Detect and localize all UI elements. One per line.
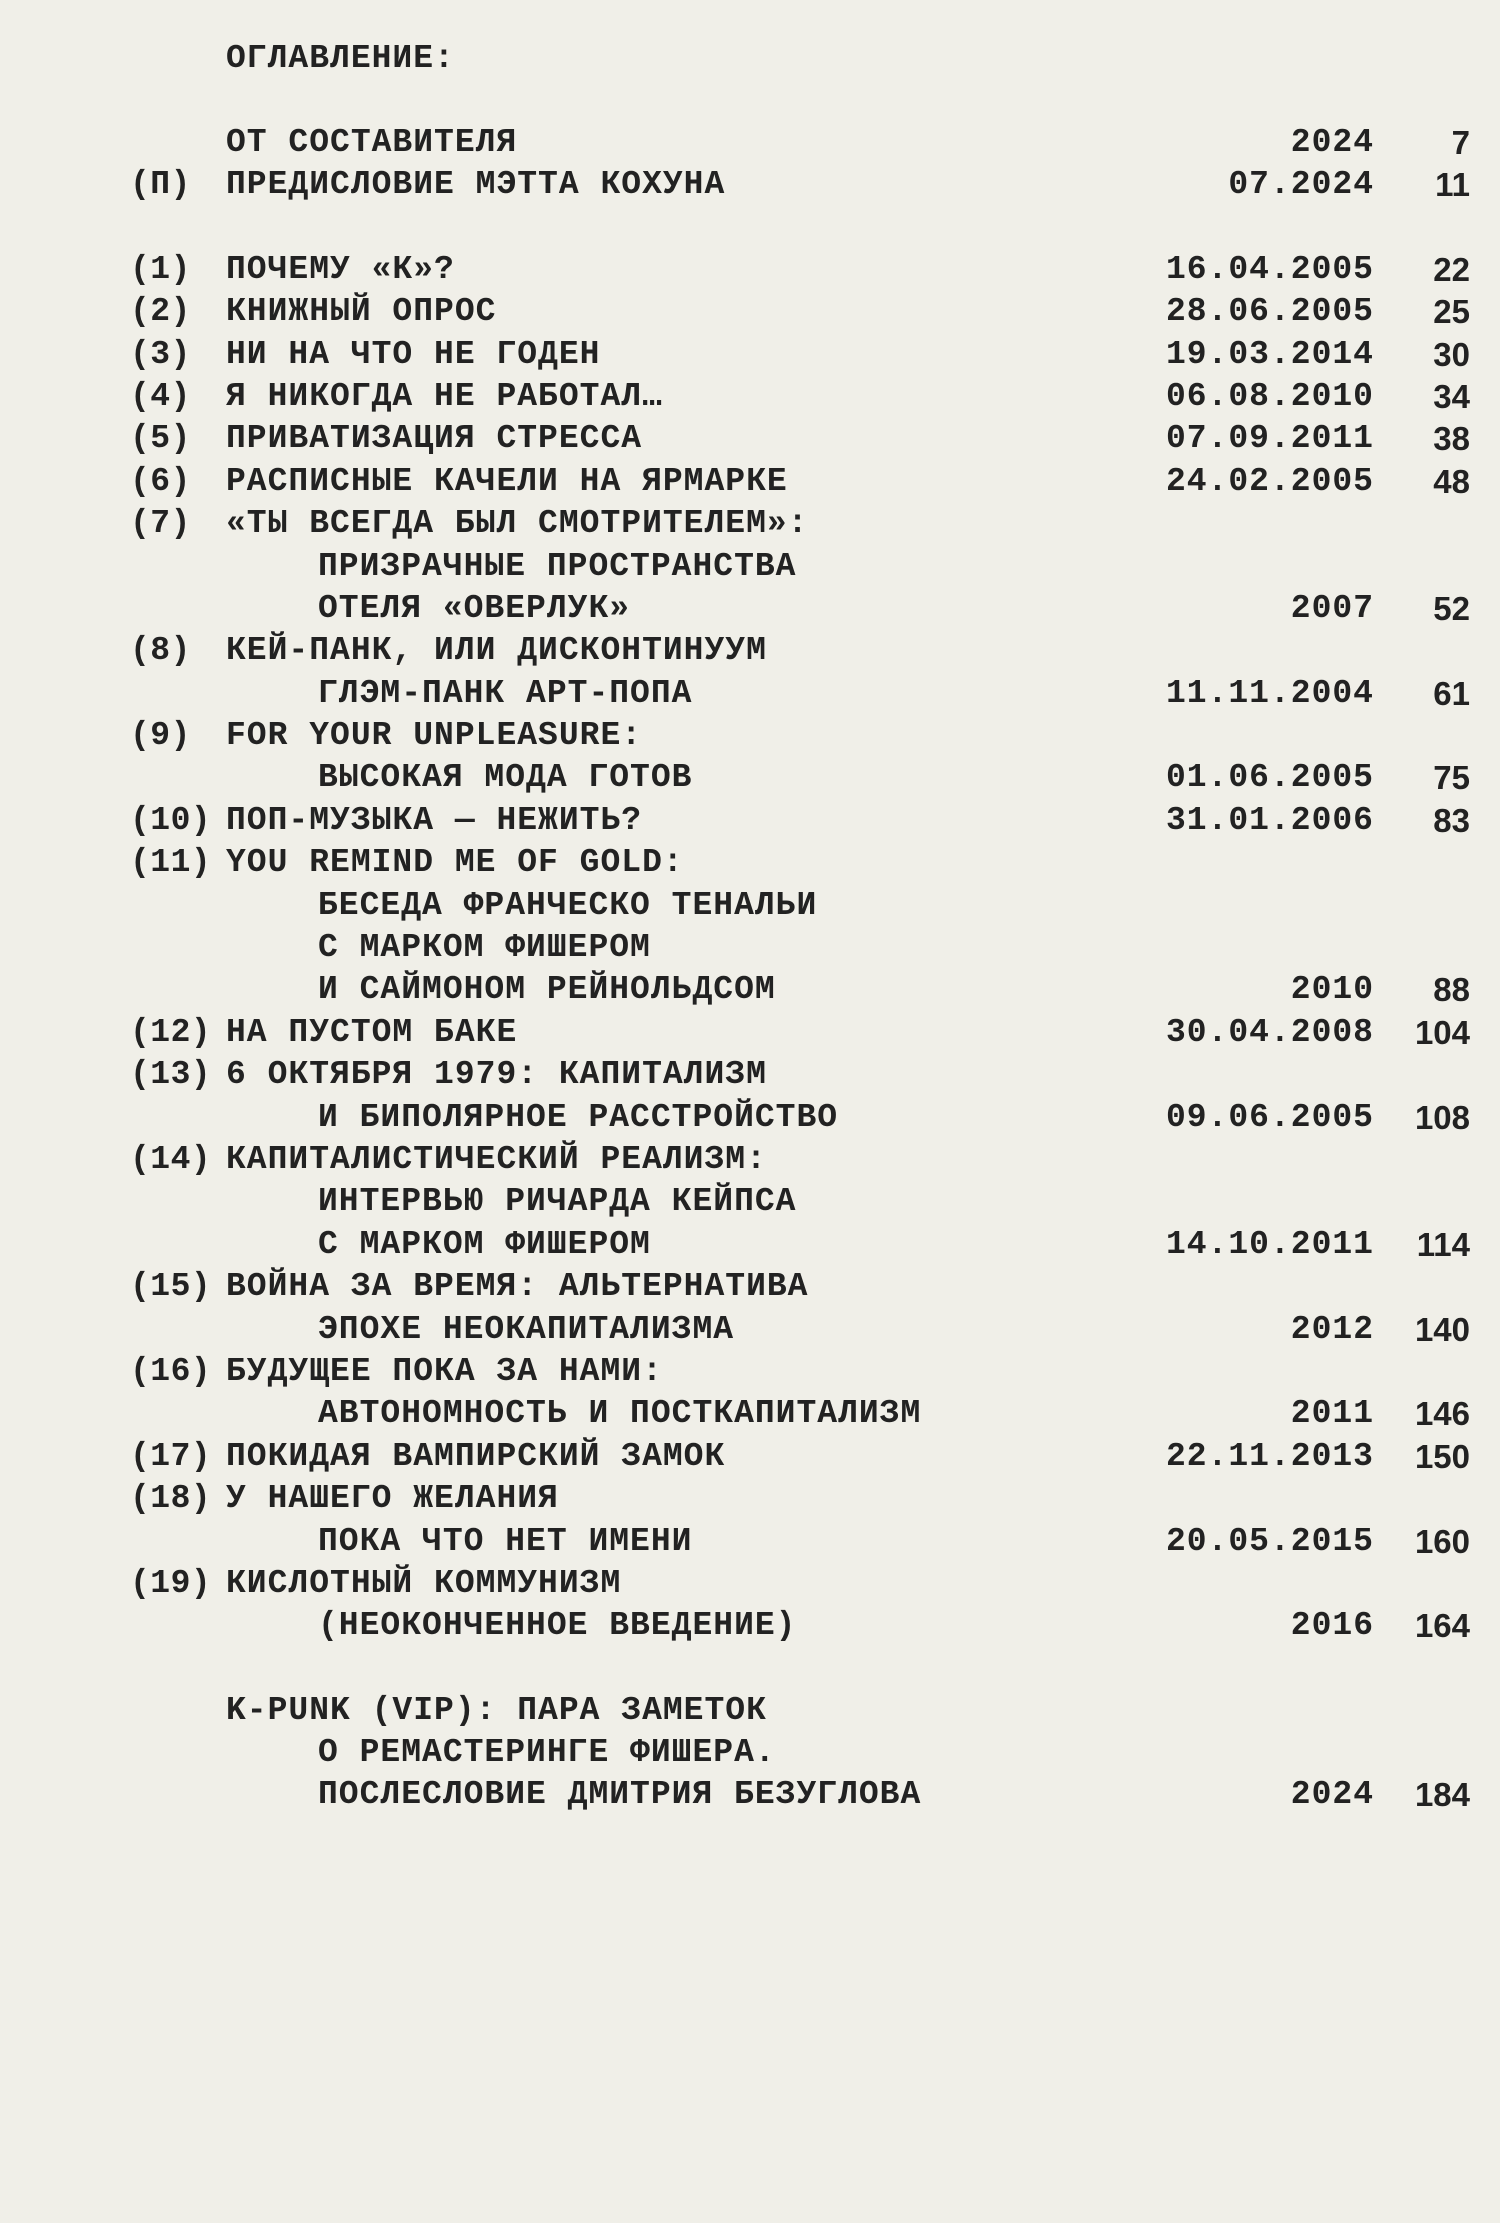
entry-page-number: 164 [1414,1607,1470,1645]
toc-entry-line [0,1774,1500,1816]
entry-title: ВОЙНА ЗА ВРЕМЯ: АЛЬТЕРНАТИВА [226,1268,809,1306]
entry-title: БУДУЩЕЕ ПОКА ЗА НАМИ: [226,1352,663,1390]
entry-number: (6) [130,462,191,500]
entry-date: 09.06.2005 [1165,1098,1374,1136]
entry-title: ГЛЭМ-ПАНК АРТ-ПОПА [318,674,693,712]
entry-page-number: 22 [1433,250,1470,288]
entry-date: 22.11.2013 [1165,1437,1374,1475]
entry-title: АВТОНОМНОСТЬ И ПОСТКАПИТАЛИЗМ [318,1395,922,1433]
entry-page-number: 146 [1414,1395,1470,1433]
toc-entry-line [0,546,1500,588]
entry-page-number: 48 [1433,462,1470,500]
toc-entry-line [0,122,1500,164]
entry-page-number: 11 [1435,166,1470,204]
toc-entry-line [0,164,1500,206]
entry-page-number: 38 [1433,420,1470,458]
entry-title: «ТЫ ВСЕГДА БЫЛ СМОТРИТЕЛЕМ»: [226,505,809,543]
entry-date: 14.10.2011 [1165,1225,1374,1263]
toc-entry-line [0,1732,1500,1774]
entry-page-number: 140 [1414,1310,1470,1348]
entry-number: (4) [130,377,191,415]
toc-entry-line [0,1224,1500,1266]
entry-title: ПРИЗРАЧНЫЕ ПРОСТРАНСТВА [318,547,797,585]
entry-title: ОТЕЛЯ «ОВЕРЛУК» [318,589,631,627]
toc-entry-line [0,461,1500,503]
entry-date: 24.02.2005 [1165,462,1374,500]
toc-entry-line [0,1563,1500,1605]
entry-number: (11) [130,844,212,882]
entry-date: 07.2024 [1228,166,1374,204]
entry-date: 2016 [1290,1607,1374,1645]
entry-title: ЭПОХЕ НЕОКАПИТАЛИЗМА [318,1310,735,1348]
entry-page-number: 184 [1414,1776,1470,1814]
entry-number: (7) [130,505,191,543]
entry-title: ПОП-МУЗЫКА — НЕЖИТЬ? [226,801,643,839]
entry-number: (19) [130,1564,212,1602]
entry-page-number: 30 [1433,335,1470,373]
entry-title: НИ НА ЧТО НЕ ГОДЕН [226,335,601,373]
entry-number: (13) [130,1056,212,1094]
entry-number: (П) [130,166,191,204]
toc-entry-line [0,1309,1500,1351]
entry-date: 16.04.2005 [1165,250,1374,288]
entry-title: О РЕМАСТЕРИНГЕ ФИШЕРА. [318,1734,776,1772]
entry-title: FOR YOUR UNPLEASURE: [226,717,643,755]
entry-title: КИСЛОТНЫЙ КОММУНИЗМ [226,1564,622,1602]
section-gap [0,1648,1500,1690]
entry-number: (1) [130,250,191,288]
entry-page-number: 160 [1414,1522,1470,1560]
entry-title: Я НИКОГДА НЕ РАБОТАЛ… [226,377,663,415]
entry-date: 2024 [1290,1776,1374,1814]
entry-date: 06.08.2010 [1165,377,1374,415]
entry-title: ПРЕДИСЛОВИЕ МЭТТА КОХУНА [226,166,726,204]
entry-page-number: 150 [1414,1437,1470,1475]
entry-title: С МАРКОМ ФИШЕРОМ [318,929,651,967]
entry-date: 19.03.2014 [1165,335,1374,373]
entry-date: 2024 [1290,124,1374,161]
entry-title: ПОКА ЧТО НЕТ ИМЕНИ [318,1522,693,1560]
toc-entry-line [0,673,1500,715]
toc-entry-line [0,842,1500,884]
toc-entry-line [0,1436,1500,1478]
entry-number: (5) [130,420,191,458]
entry-date: 2007 [1290,589,1374,627]
entry-title: K-PUNK (VIP): ПАРА ЗАМЕТОК [226,1691,767,1729]
entry-title: (НЕОКОНЧЕННОЕ ВВЕДЕНИЕ) [318,1607,797,1645]
section-gap [0,207,1500,249]
toc-entry-line [0,757,1500,799]
toc-entry-line [0,1266,1500,1308]
toc-list [0,122,1500,1817]
entry-date: 2012 [1290,1310,1374,1348]
entry-number: (16) [130,1352,212,1390]
toc-entry-line [0,1351,1500,1393]
entry-title: ВЫСОКАЯ МОДА ГОТОВ [318,759,693,797]
toc-entry-line [0,588,1500,630]
entry-page-number: 52 [1433,589,1470,627]
toc-entry-line [0,1521,1500,1563]
entry-title: И САЙМОНОМ РЕЙНОЛЬДСОМ [318,971,776,1009]
toc-entry-line [0,376,1500,418]
toc-entry-line [0,885,1500,927]
entry-date: 11.11.2004 [1165,674,1374,712]
entry-number: (15) [130,1268,212,1306]
entry-title: ОТ СОСТАВИТЕЛЯ [226,124,518,161]
entry-date: 01.06.2005 [1165,759,1374,797]
toc-entry-line [0,503,1500,545]
toc-entry-line [0,1097,1500,1139]
entry-title: ПОСЛЕСЛОВИЕ ДМИТРИЯ БЕЗУГЛОВА [318,1776,922,1814]
entry-title: КНИЖНЫЙ ОПРОС [226,293,497,331]
toc-heading: ОГЛАВЛЕНИЕ: [226,40,455,77]
toc-entry-line [0,1139,1500,1181]
toc-entry-line [0,334,1500,376]
entry-title: И БИПОЛЯРНОЕ РАССТРОЙСТВО [318,1098,839,1136]
toc-entry-line [0,291,1500,333]
entry-title: ПОЧЕМУ «К»? [226,250,455,288]
toc-entry-line [0,1054,1500,1096]
entry-page-number: 61 [1433,674,1470,712]
entry-date: 20.05.2015 [1165,1522,1374,1560]
toc-entry-line [0,418,1500,460]
toc-entry-line [0,927,1500,969]
toc-entry-line [0,1605,1500,1647]
entry-number: (14) [130,1140,212,1178]
entry-number: (12) [130,1013,212,1051]
entry-date: 2010 [1290,971,1374,1009]
entry-title: У НАШЕГО ЖЕЛАНИЯ [226,1480,559,1518]
entry-date: 28.06.2005 [1165,293,1374,331]
entry-title: НА ПУСТОМ БАКЕ [226,1013,518,1051]
toc-entry-line [0,715,1500,757]
entry-title: YOU REMIND ME OF GOLD: [226,844,684,882]
entry-page-number: 34 [1433,377,1470,415]
toc-entry-line [0,630,1500,672]
toc-entry-line [0,1690,1500,1732]
entry-date: 2011 [1290,1395,1374,1433]
entry-page-number: 108 [1414,1098,1470,1136]
entry-title: КАПИТАЛИСТИЧЕСКИЙ РЕАЛИЗМ: [226,1140,767,1178]
entry-number: (10) [130,801,212,839]
entry-page-number: 104 [1414,1013,1470,1051]
entry-title: 6 ОКТЯБРЯ 1979: КАПИТАЛИЗМ [226,1056,767,1094]
toc-entry-line [0,1393,1500,1435]
entry-number: (17) [130,1437,212,1475]
toc-entry-line [0,1478,1500,1520]
toc-entry-line [0,1181,1500,1223]
entry-page-number: 7 [1451,124,1470,161]
entry-title: С МАРКОМ ФИШЕРОМ [318,1225,651,1263]
entry-number: (2) [130,293,191,331]
entry-title: РАСПИСНЫЕ КАЧЕЛИ НА ЯРМАРКЕ [226,462,788,500]
entry-page-number: 25 [1433,293,1470,331]
entry-date: 30.04.2008 [1165,1013,1374,1051]
entry-title: ПОКИДАЯ ВАМПИРСКИЙ ЗАМОК [226,1437,726,1475]
entry-page-number: 83 [1433,801,1470,839]
toc-entry-line [0,249,1500,291]
entry-date: 07.09.2011 [1165,420,1374,458]
entry-page-number: 75 [1433,759,1470,797]
toc-entry-line [0,969,1500,1011]
toc-entry-line [0,800,1500,842]
toc-entry-line [0,1012,1500,1054]
entry-number: (18) [130,1480,212,1518]
entry-page-number: 88 [1433,971,1470,1009]
entry-title: ИНТЕРВЬЮ РИЧАРДА КЕЙПСА [318,1183,797,1221]
entry-title: ПРИВАТИЗАЦИЯ СТРЕССА [226,420,643,458]
entry-title: БЕСЕДА ФРАНЧЕСКО ТЕНАЛЬИ [318,886,818,924]
entry-number: (8) [130,632,191,670]
entry-number: (3) [130,335,191,373]
entry-date: 31.01.2006 [1165,801,1374,839]
entry-title: КЕЙ-ПАНК, ИЛИ ДИСКОНТИНУУМ [226,632,767,670]
entry-page-number: 114 [1416,1225,1470,1263]
entry-number: (9) [130,717,191,755]
